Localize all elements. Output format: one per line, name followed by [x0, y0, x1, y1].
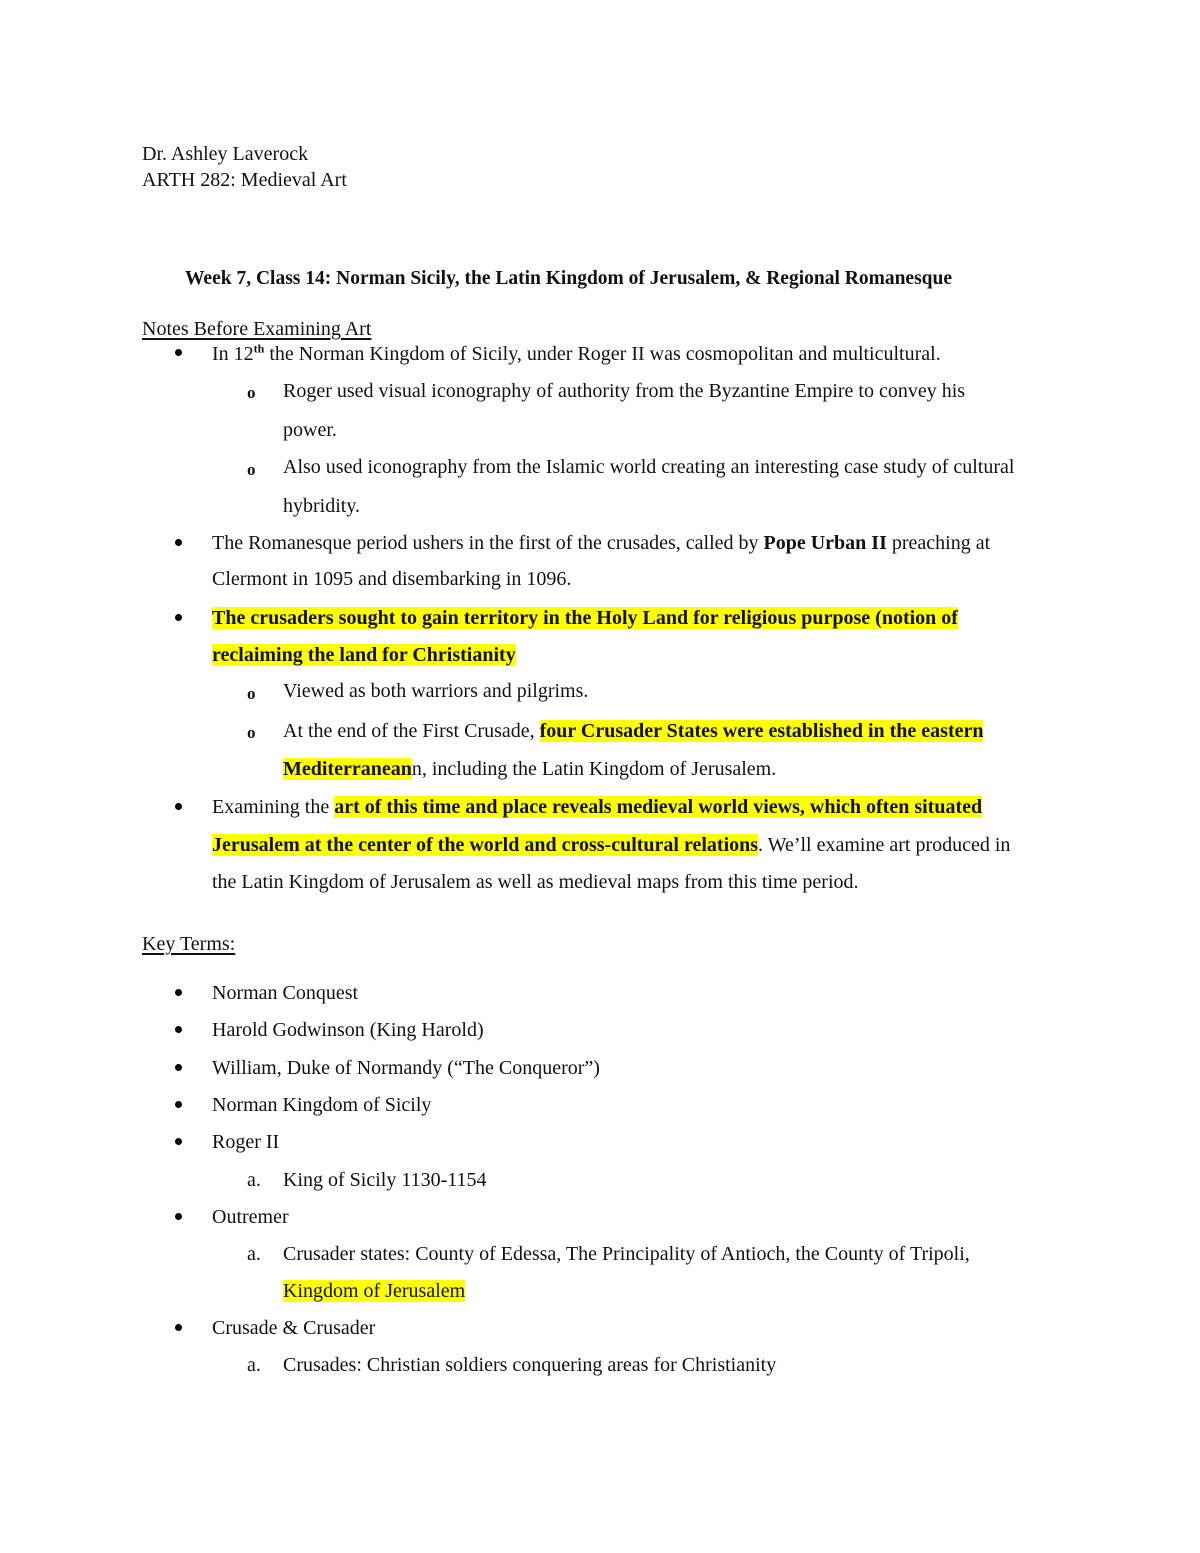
key-term-item: Norman Kingdom of Sicily — [212, 1094, 432, 1116]
notes-sub-4-pre: At the end of the First Crusade, — [283, 720, 540, 742]
key-term-sub-crusade: Crusades: Christian soldiers conquering areas for Christianity — [283, 1354, 777, 1376]
notes-bullet-2-line-1 — [212, 530, 990, 556]
document-title: Week 7, Class 14: Norman Sicily, the Latin Kingdom of Jerusalem, & Regional Romanesque — [185, 268, 953, 289]
key-terms-heading: Key Terms: — [142, 933, 236, 955]
notes-bullet-1-sup: th — [253, 341, 265, 356]
sub-bullet-icon: o — [247, 723, 256, 742]
notes-bullet-2-line-2: Clermont in 1095 and disembarking in 1096. — [212, 568, 572, 590]
bullet-icon — [175, 1324, 182, 1331]
notes-sub-4-highlight-1: four Crusader States were established in the eastern — [539, 720, 984, 742]
key-term-item: Harold Godwinson (King Harold) — [212, 1019, 484, 1041]
bullet-icon — [175, 1213, 182, 1220]
sub-bullet-icon: o — [247, 684, 256, 703]
bullet-icon — [175, 539, 182, 546]
sub-letter: a. — [247, 1169, 261, 1191]
notes-bullet-1-pre: In 12 — [212, 343, 254, 365]
key-term-item: Norman Conquest — [212, 982, 359, 1004]
notes-sub-2-line-1: Also used iconography from the Islamic world creating an interesting case study of cultural — [283, 456, 1015, 478]
key-term-sub-outremer-line-1: Crusader states: County of Edessa, The Principality of Antioch, the County of Tripoli, — [283, 1243, 970, 1265]
notes-bullet-4-line-2 — [212, 832, 1010, 858]
notes-bullet-1-post: the Norman Kingdom of Sicily, under Roger II was cosmopolitan and multicultural. — [264, 343, 941, 365]
notes-sub-2-line-2: hybridity. — [283, 495, 361, 517]
notes-bullet-2-pre: The Romanesque period ushers in the first of the crusades, called by — [212, 532, 764, 554]
notes-sub-4-line-2 — [283, 756, 776, 782]
notes-sub-1-line-2: power. — [283, 419, 337, 441]
bullet-icon — [175, 989, 182, 996]
notes-heading: Notes Before Examining Art — [142, 318, 372, 340]
bullet-icon — [175, 803, 182, 810]
notes-bullet-3-highlight-2: reclaiming the land for Christianity — [212, 644, 516, 666]
notes-bullet-4-highlight-2: Jerusalem at the center of the world and cross-cultural relations — [212, 834, 759, 856]
notes-sub-1-line-1: Roger used visual iconography of authority from the Byzantine Empire to convey his — [283, 380, 966, 402]
bullet-icon — [175, 1138, 182, 1145]
sub-letter: a. — [247, 1243, 261, 1265]
pope-urban-name: Pope Urban II — [763, 532, 887, 554]
notes-bullet-3-highlight-1: The crusaders sought to gain territory in the Holy Land for religious purpose (notion of — [212, 607, 958, 629]
bullet-icon — [175, 1026, 182, 1033]
notes-bullet-1 — [212, 341, 941, 367]
key-term-sub-roger: King of Sicily 1130-1154 — [283, 1169, 487, 1191]
kingdom-of-jerusalem-highlight: Kingdom of Jerusalem — [283, 1280, 466, 1302]
key-term-item: Crusade & Crusader — [212, 1317, 376, 1339]
notes-bullet-4-highlight-1: art of this time and place reveals medieval world views, which often situated — [334, 796, 983, 818]
notes-sub-4-highlight-2: Mediterranean — [283, 758, 412, 780]
notes-bullet-3-line-1 — [212, 605, 958, 631]
key-term-sub-outremer-line-2 — [283, 1278, 465, 1304]
notes-bullet-4-pre: Examining the — [212, 796, 335, 818]
notes-bullet-2-post: preaching at — [886, 532, 991, 554]
notes-sub-4-line-1 — [283, 718, 983, 744]
sub-bullet-icon: o — [247, 460, 256, 479]
key-term-item: Roger II — [212, 1131, 280, 1153]
sub-letter: a. — [247, 1354, 261, 1376]
key-term-item: Outremer — [212, 1206, 289, 1228]
bullet-icon — [175, 1101, 182, 1108]
bullet-icon — [175, 349, 182, 356]
course-name: ARTH 282: Medieval Art — [142, 169, 347, 191]
sub-bullet-icon: o — [247, 383, 256, 402]
notes-sub-4-post: n, including the Latin Kingdom of Jerusalem. — [411, 758, 777, 780]
notes-bullet-4-post: . We’ll examine art produced in — [758, 834, 1011, 856]
bullet-icon — [175, 614, 182, 621]
notes-bullet-3-line-2 — [212, 642, 516, 668]
key-term-item: William, Duke of Normandy (“The Conqueror”) — [212, 1057, 600, 1079]
notes-bullet-4-line-1 — [212, 794, 982, 820]
notes-sub-3-line: Viewed as both warriors and pilgrims. — [283, 680, 589, 702]
notes-bullet-4-line-3: the Latin Kingdom of Jerusalem as well as medieval maps from this time period. — [212, 871, 859, 893]
author-name: Dr. Ashley Laverock — [142, 143, 309, 165]
bullet-icon — [175, 1064, 182, 1071]
